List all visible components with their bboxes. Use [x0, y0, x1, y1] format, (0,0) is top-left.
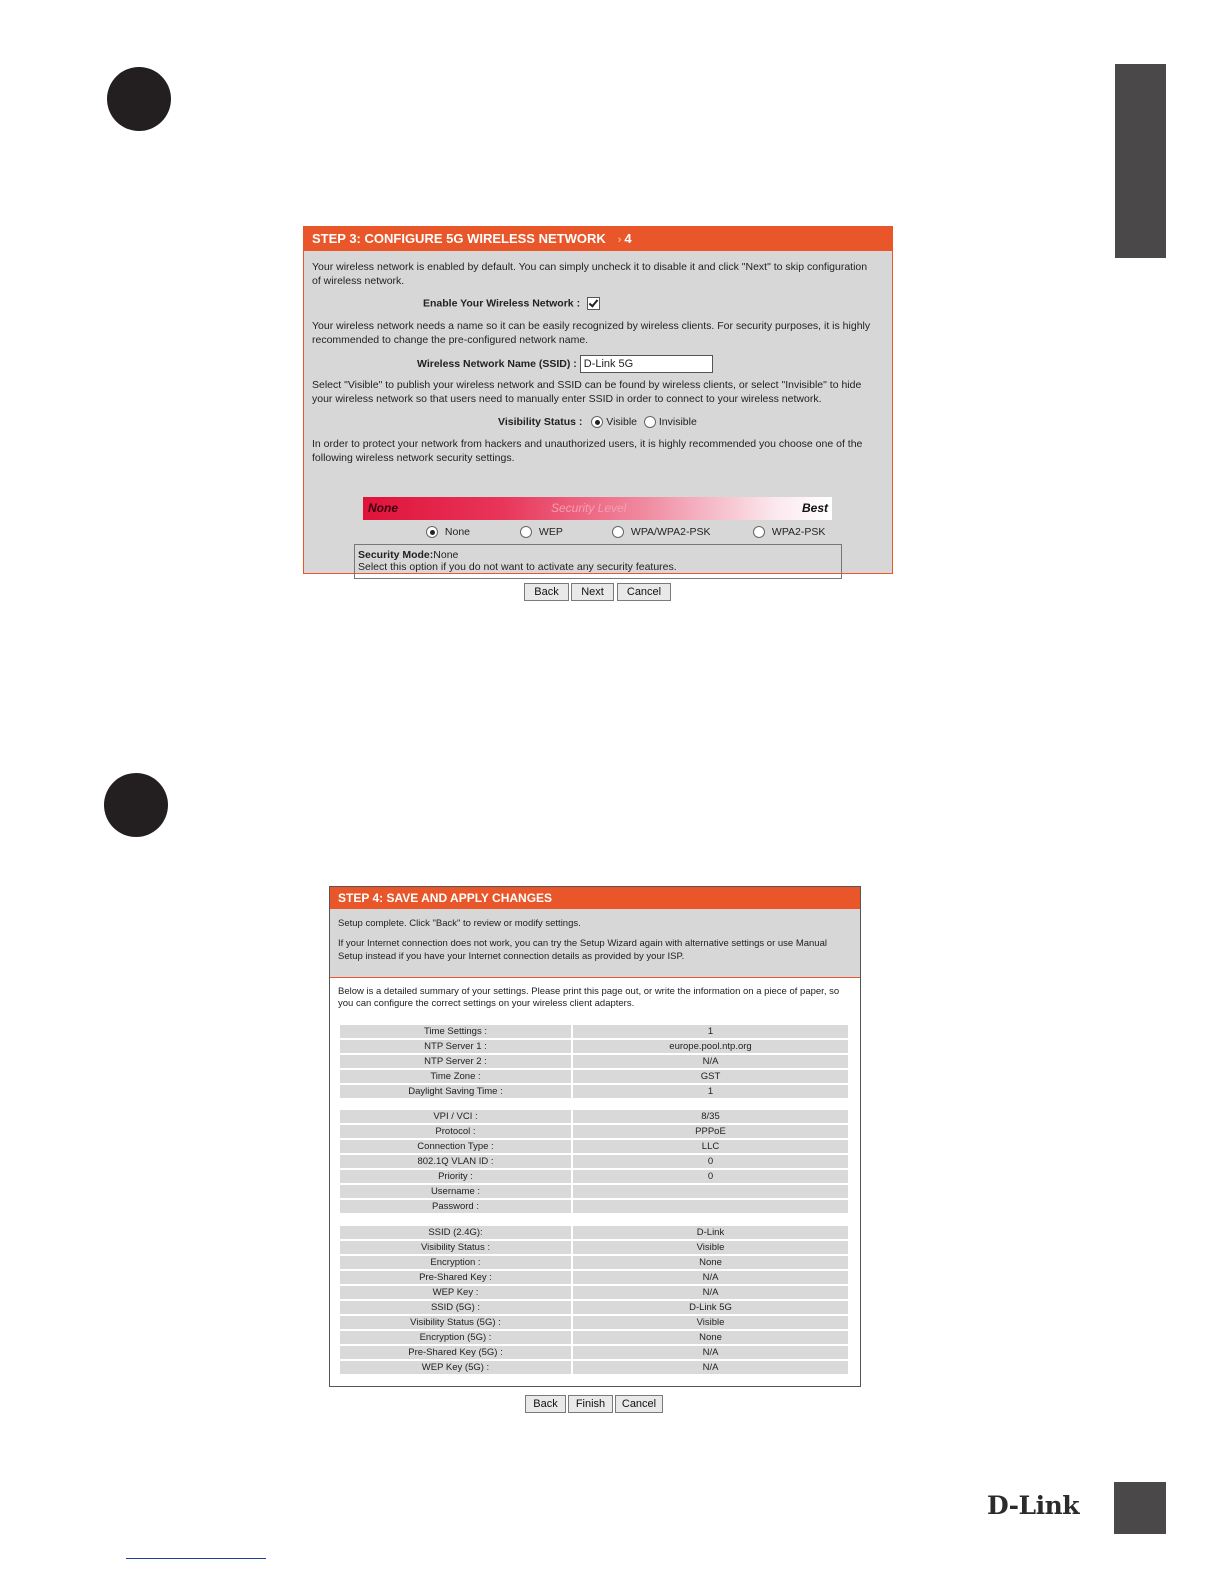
summary-key: Visibility Status : — [340, 1241, 571, 1254]
summary-intro-text: Below is a detailed summary of your settings. Please print this page out, or write the information on a piece of paper, so you can configure the correct settings on your wireless client adapters. — [338, 986, 840, 1009]
table-row — [340, 1361, 848, 1374]
summary-value: N/A — [573, 1271, 848, 1284]
summary-value — [573, 1200, 848, 1213]
summary-value: D-Link 5G — [573, 1301, 848, 1314]
security-wpa2-radio[interactable] — [753, 526, 765, 538]
security-wpa2-label: WPA2-PSK — [771, 526, 826, 538]
summary-key: Username : — [340, 1185, 571, 1198]
security-bar-none: None — [368, 501, 398, 515]
security-wep-label: WEP — [538, 526, 563, 538]
summary-value: N/A — [573, 1055, 848, 1068]
summary-value: N/A — [573, 1346, 848, 1359]
security-bar-level: Security Level — [551, 501, 627, 515]
ssid-row — [417, 355, 713, 373]
summary-value: None — [573, 1256, 848, 1269]
dlink-logo: D-Link — [987, 1491, 1080, 1520]
step-page-number: 4 — [624, 231, 632, 246]
summary-value: N/A — [573, 1361, 848, 1374]
security-mode-description: Select this option if you do not want to activate any security features. — [358, 561, 677, 573]
summary-value: D-Link — [573, 1226, 848, 1239]
security-wpa-wpa2-radio[interactable] — [612, 526, 624, 538]
summary-value: 0 — [573, 1155, 848, 1168]
security-mode-label: Security Mode: — [358, 549, 434, 561]
table-row — [340, 1226, 848, 1239]
table-row — [340, 1085, 848, 1098]
step4-top-section — [330, 887, 860, 978]
summary-key: Time Zone : — [340, 1070, 571, 1083]
security-intro-text: In order to protect your network from hackers and unauthorized users, it is highly recommended you choose one of the following wireless network security settings. — [312, 438, 863, 464]
summary-value: 0 — [573, 1170, 848, 1183]
table-row — [340, 1271, 848, 1284]
visibility-label: Visibility Status : — [498, 416, 583, 428]
summary-key: Priority : — [340, 1170, 571, 1183]
summary-value: 8/35 — [573, 1110, 848, 1123]
security-none-label: None — [444, 526, 471, 538]
summary-table-internet — [338, 1108, 850, 1215]
table-row — [340, 1241, 848, 1254]
summary-key: Password : — [340, 1200, 571, 1213]
summary-key: 802.1Q VLAN ID : — [340, 1155, 571, 1168]
summary-key: Pre-Shared Key : — [340, 1271, 571, 1284]
summary-key: WEP Key (5G) : — [340, 1361, 571, 1374]
summary-table-time — [338, 1023, 850, 1100]
table-row — [340, 1170, 848, 1183]
security-option-wpa2[interactable] — [753, 526, 825, 538]
security-option-none[interactable] — [426, 526, 470, 538]
table-row — [340, 1346, 848, 1359]
summary-value: europe.pool.ntp.org — [573, 1040, 848, 1053]
step4-cancel-button[interactable]: Cancel — [615, 1395, 663, 1413]
security-option-wpa-wpa2[interactable] — [612, 526, 710, 538]
step4-back-button[interactable]: Back — [525, 1395, 566, 1413]
table-row — [340, 1155, 848, 1168]
table-row — [340, 1185, 848, 1198]
ssid-label: Wireless Network Name (SSID) : — [417, 357, 577, 370]
summary-value: GST — [573, 1070, 848, 1083]
summary-key: Time Settings : — [340, 1025, 571, 1038]
summary-value: Visible — [573, 1241, 848, 1254]
table-row — [340, 1110, 848, 1123]
table-row — [340, 1316, 848, 1329]
table-row — [340, 1331, 848, 1344]
table-row — [340, 1055, 848, 1068]
step4-panel — [329, 886, 861, 1387]
summary-value: None — [573, 1331, 848, 1344]
step-arrow-icon: › — [617, 234, 622, 246]
security-mode-value: None — [433, 549, 459, 561]
table-row — [340, 1025, 848, 1038]
summary-value — [573, 1185, 848, 1198]
connection-note-text: If your Internet connection does not work, you can try the Setup Wizard again with alternative settings or use Manual Setup instead if you have your Internet connection details as provided by your ISP. — [338, 938, 827, 962]
enable-network-checkbox[interactable] — [587, 297, 600, 310]
security-bar-best: Best — [801, 501, 828, 515]
enable-network-row — [423, 297, 600, 310]
table-row — [340, 1256, 848, 1269]
summary-value: Visible — [573, 1316, 848, 1329]
step3-header — [304, 227, 892, 251]
setup-complete-text: Setup complete. Click "Back" to review or modify settings. — [338, 918, 581, 929]
security-level-bar — [363, 497, 832, 520]
language-side-tab — [1115, 64, 1166, 258]
summary-table-wireless — [338, 1224, 850, 1376]
summary-value: 1 — [573, 1025, 848, 1038]
summary-key: VPI / VCI : — [340, 1110, 571, 1123]
summary-key: WEP Key : — [340, 1286, 571, 1299]
summary-key: NTP Server 1 : — [340, 1040, 571, 1053]
table-row — [340, 1286, 848, 1299]
visibility-row — [498, 416, 697, 428]
security-wep-radio[interactable] — [520, 526, 532, 538]
step4-header — [330, 887, 860, 909]
security-mode-box — [354, 544, 842, 579]
table-row — [340, 1125, 848, 1138]
summary-key: Pre-Shared Key (5G) : — [340, 1346, 571, 1359]
page-number-box — [1114, 1482, 1166, 1534]
table-row — [340, 1200, 848, 1213]
table-row — [340, 1040, 848, 1053]
summary-key: SSID (2.4G): — [340, 1226, 571, 1239]
visible-radio-label: Visible — [606, 416, 638, 428]
summary-value: 1 — [573, 1085, 848, 1098]
invisible-radio-label: Invisible — [658, 416, 697, 428]
visibility-intro-text: Select "Visible" to publish your wireless network and SSID can be found by wireless clients, or select "Invisible" to hide your wireless network so that users need to manually enter SSID in order to connect to your wireless network. — [312, 379, 862, 405]
summary-key: NTP Server 2 : — [340, 1055, 571, 1068]
summary-key: SSID (5G) : — [340, 1301, 571, 1314]
step-marker-circle-1 — [107, 67, 171, 131]
table-row — [340, 1140, 848, 1153]
summary-value: N/A — [573, 1286, 848, 1299]
summary-key: Protocol : — [340, 1125, 571, 1138]
step3-panel — [303, 226, 893, 574]
enable-intro-text: Your wireless network is enabled by default. You can simply uncheck it to disable it and click "Next" to skip configuration of wireless network. — [312, 261, 868, 287]
security-option-wep[interactable] — [520, 526, 563, 538]
step3-back-button[interactable]: Back — [524, 583, 569, 601]
security-wpa-wpa2-label: WPA/WPA2-PSK — [630, 526, 711, 538]
step3-title: STEP 3: CONFIGURE 5G WIRELESS NETWORK — [312, 231, 606, 246]
step-marker-circle-2 — [104, 773, 168, 837]
visible-radio[interactable] — [591, 416, 603, 428]
step3-cancel-button[interactable]: Cancel — [617, 583, 671, 601]
ssid-input[interactable]: D-Link 5G — [580, 355, 713, 373]
summary-key: Visibility Status (5G) : — [340, 1316, 571, 1329]
footer-link-line — [126, 1558, 266, 1559]
summary-value: PPPoE — [573, 1125, 848, 1138]
table-row — [340, 1070, 848, 1083]
enable-network-label: Enable Your Wireless Network : — [423, 297, 581, 310]
summary-value: LLC — [573, 1140, 848, 1153]
summary-key: Daylight Saving Time : — [340, 1085, 571, 1098]
security-none-radio[interactable] — [426, 526, 438, 538]
name-intro-text: Your wireless network needs a name so it can be easily recognized by wireless clients. For security purposes, it is highly recommended to change the pre-configured network name. — [312, 320, 871, 346]
step3-next-button[interactable]: Next — [571, 583, 614, 601]
invisible-radio[interactable] — [644, 416, 656, 428]
summary-key: Encryption (5G) : — [340, 1331, 571, 1344]
step4-title: STEP 4: SAVE AND APPLY CHANGES — [338, 891, 553, 905]
step4-finish-button[interactable]: Finish — [568, 1395, 613, 1413]
summary-key: Encryption : — [340, 1256, 571, 1269]
table-row — [340, 1301, 848, 1314]
summary-key: Connection Type : — [340, 1140, 571, 1153]
